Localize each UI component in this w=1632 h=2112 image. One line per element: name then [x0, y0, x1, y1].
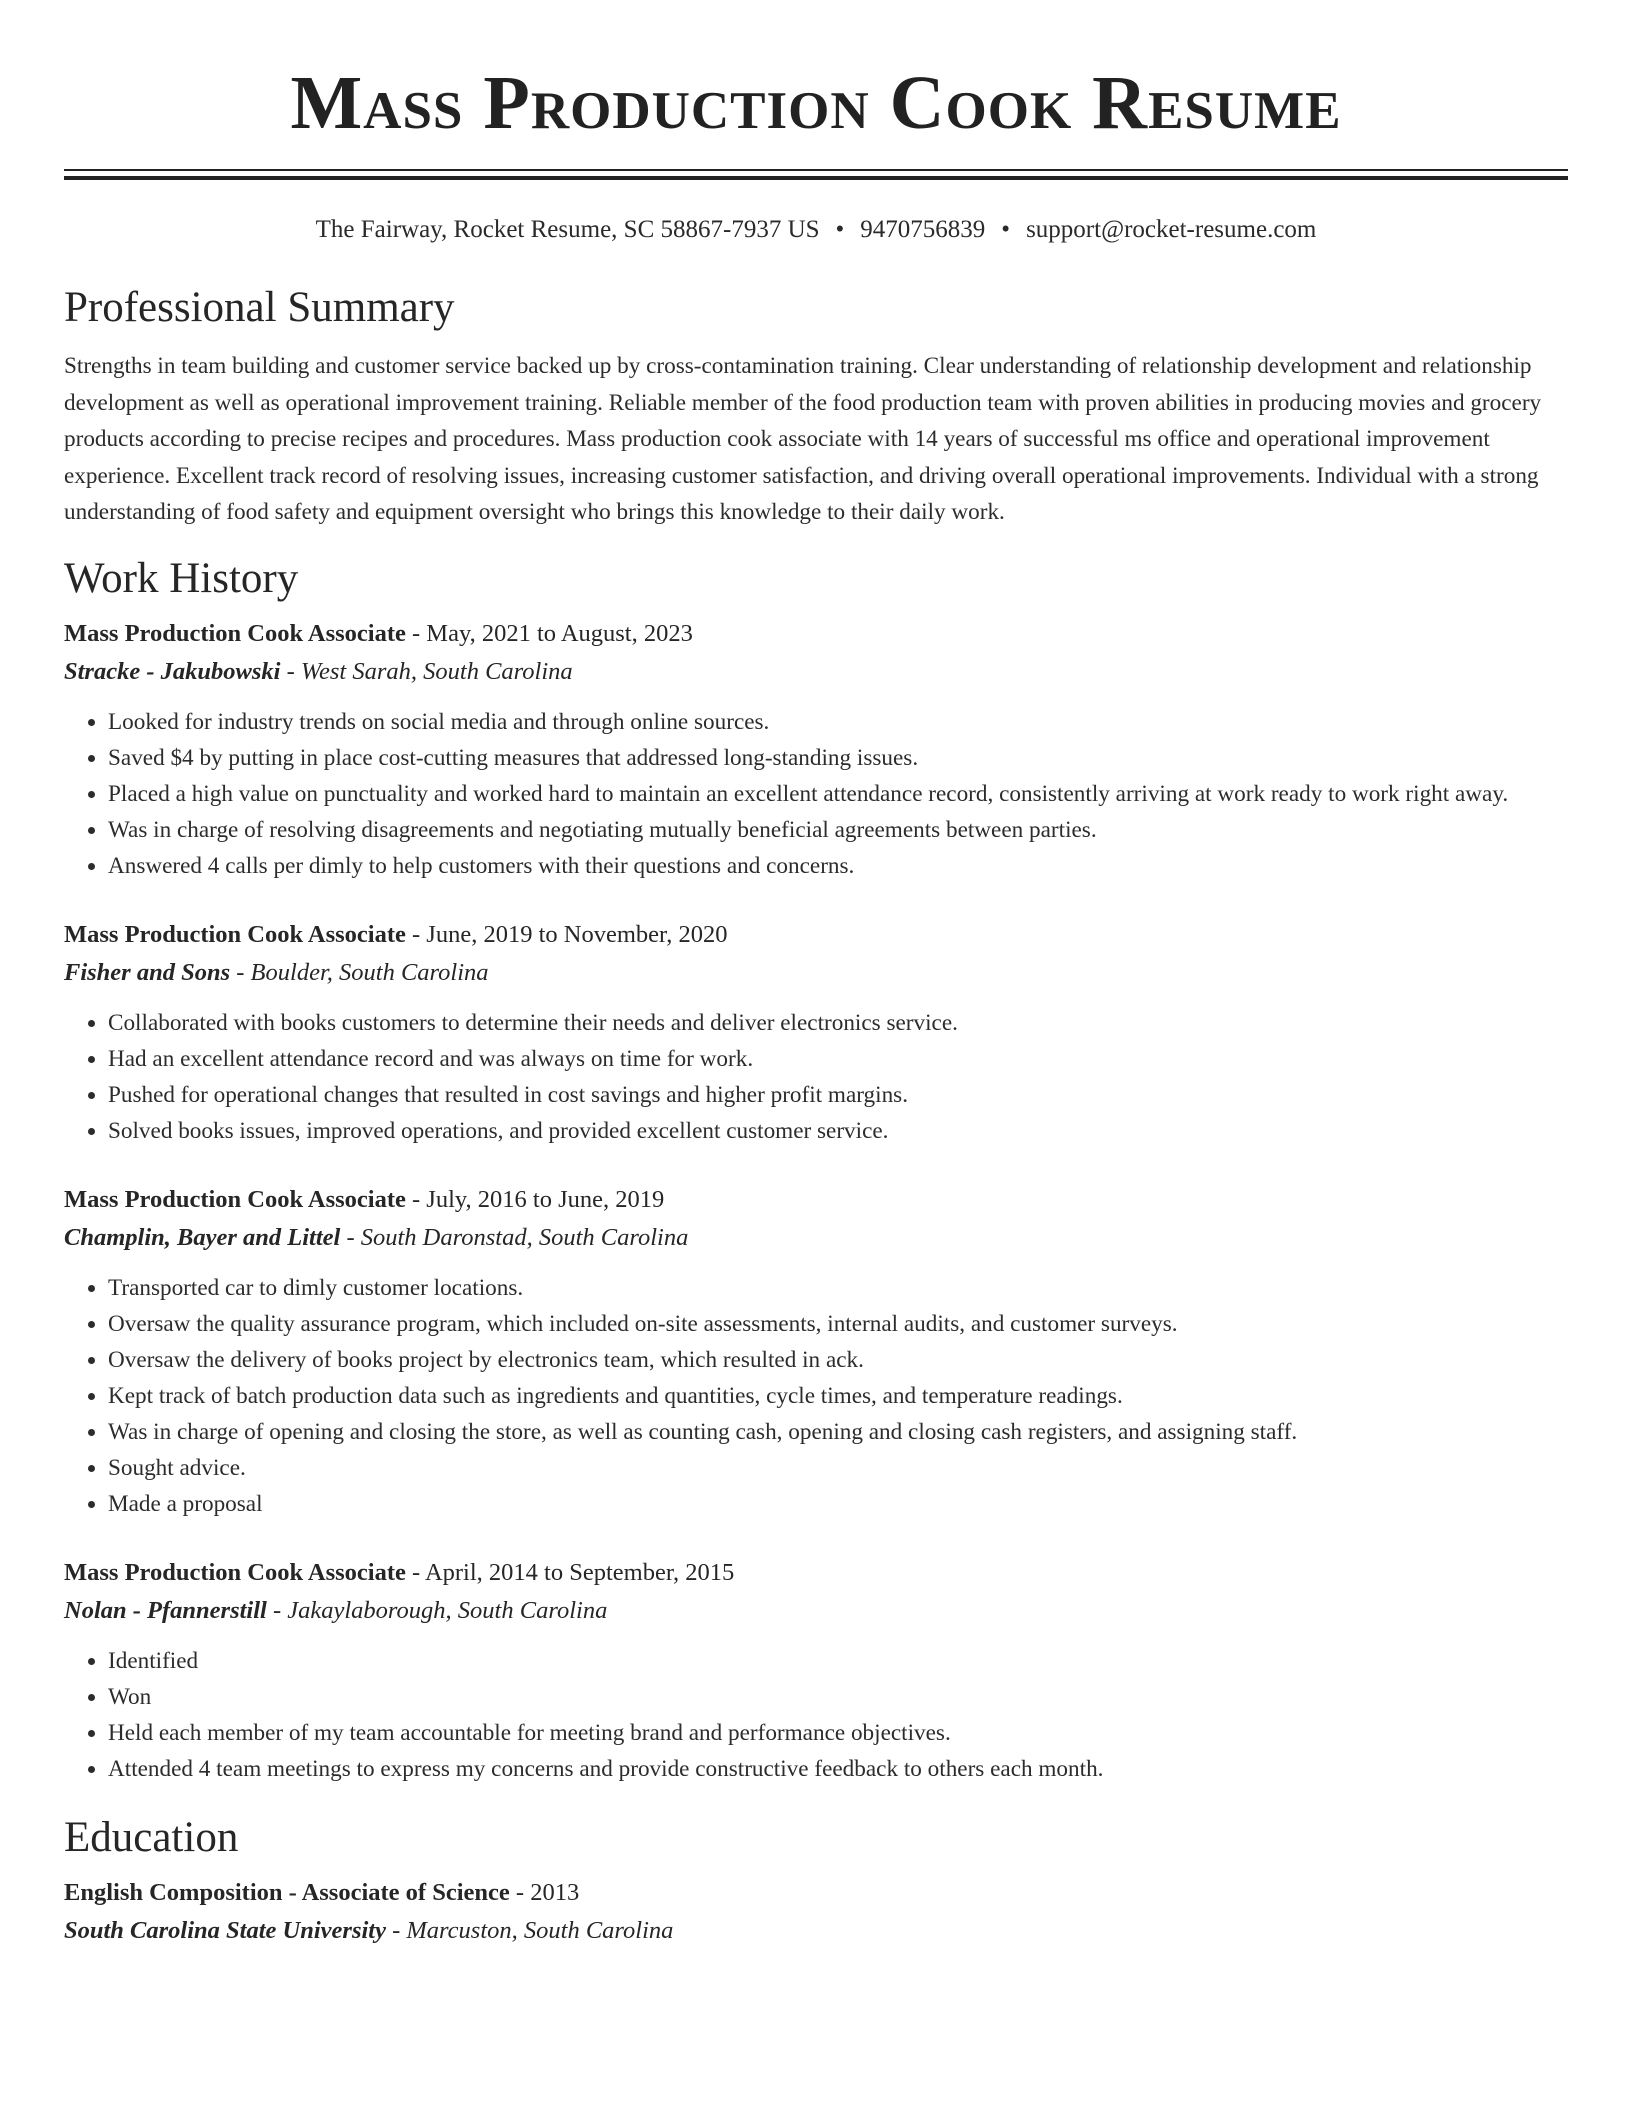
education-school-line	[64, 1912, 1568, 1950]
education-year: - 2013	[509, 1878, 580, 1906]
job-duties	[64, 1005, 1568, 1149]
job-entry	[64, 615, 1568, 884]
education-school: South Carolina State University	[64, 1916, 386, 1944]
contact-address: The Fairway, Rocket Resume, SC 58867-7937 US	[315, 216, 820, 243]
job-duties	[64, 704, 1568, 884]
duty-item: • Identified	[108, 1643, 1568, 1679]
contact-separator: •	[1001, 216, 1011, 243]
job-dates: - May, 2021 to August, 2023	[405, 619, 693, 647]
job-title: Mass Production Cook Associate	[64, 1558, 406, 1586]
job-duties	[64, 1270, 1568, 1522]
job-company-line	[64, 653, 1568, 691]
duty-item: • Solved books issues, improved operations, and provided excellent customer service.	[108, 1113, 1568, 1149]
contact-phone: 9470756839	[860, 216, 986, 243]
job-company: Nolan - Pfannerstill	[64, 1596, 267, 1624]
duty-item: • Answered 4 calls per dimly to help customers with their questions and concerns.	[108, 848, 1568, 884]
job-header	[64, 916, 1568, 954]
job-duties	[64, 1643, 1568, 1787]
job-company: Fisher and Sons	[64, 958, 231, 986]
job-company-line	[64, 954, 1568, 992]
duty-item: • Had an excellent attendance record and was always on time for work.	[108, 1041, 1568, 1077]
summary-heading: Professional Summary	[64, 284, 455, 331]
job-company: Champlin, Bayer and Littel	[64, 1223, 341, 1251]
job-company: Stracke - Jakubowski	[64, 657, 281, 685]
work-history-heading: Work History	[64, 554, 299, 602]
job-title: Mass Production Cook Associate	[64, 920, 406, 948]
job-location: - South Daronstad, South Carolina	[340, 1223, 689, 1251]
title-divider-thick	[64, 176, 1568, 180]
education-location: - Marcuston, South Carolina	[385, 1916, 674, 1944]
contact-separator: •	[835, 216, 845, 243]
education-heading: Education	[64, 1813, 239, 1861]
duty-item: • Made a proposal	[108, 1486, 1568, 1522]
job-company-line	[64, 1219, 1568, 1257]
duty-item: • Oversaw the quality assurance program, which included on-site assessments, internal audits, and customer surveys.	[108, 1306, 1568, 1342]
duty-item: • Collaborated with books customers to determine their needs and deliver electronics service.	[108, 1005, 1568, 1041]
job-header	[64, 1181, 1568, 1219]
title-divider-thin	[64, 169, 1568, 171]
duty-item: • Placed a high value on punctuality and worked hard to maintain an excellent attendance record, consistently arriving at work ready to work right away.	[108, 776, 1568, 812]
job-dates: - June, 2019 to November, 2020	[405, 920, 728, 948]
job-location: - Jakaylaborough, South Carolina	[266, 1596, 608, 1624]
job-header	[64, 615, 1568, 653]
duty-item: • Oversaw the delivery of books project by electronics team, which resulted in ack.	[108, 1342, 1568, 1378]
duty-item: • Won	[108, 1679, 1568, 1715]
education-header	[64, 1874, 1568, 1912]
job-dates: - April, 2014 to September, 2015	[405, 1558, 735, 1586]
contact-email: support@rocket-resume.com	[1026, 216, 1317, 243]
resume-title: Mass Production Cook Resume	[290, 61, 1342, 145]
job-location: - West Sarah, South Carolina	[280, 657, 573, 685]
job-entry	[64, 1554, 1568, 1787]
duty-item: • Kept track of batch production data such as ingredients and quantities, cycle times, and temperature readings.	[108, 1378, 1568, 1414]
job-title: Mass Production Cook Associate	[64, 1185, 406, 1213]
education-entry	[64, 1874, 1568, 1950]
duty-item: • Transported car to dimly customer locations.	[108, 1270, 1568, 1306]
duty-item: • Was in charge of resolving disagreements and negotiating mutually beneficial agreements between parties.	[108, 812, 1568, 848]
job-dates: - July, 2016 to June, 2019	[405, 1185, 665, 1213]
contact-line	[64, 214, 1568, 246]
duty-item: • Held each member of my team accountable for meeting brand and performance objectives.	[108, 1715, 1568, 1751]
job-header	[64, 1554, 1568, 1592]
duty-item: • Looked for industry trends on social media and through online sources.	[108, 704, 1568, 740]
duty-item: • Pushed for operational changes that resulted in cost savings and higher profit margins.	[108, 1077, 1568, 1113]
duty-item: • Attended 4 team meetings to express my concerns and provide constructive feedback to others each month.	[108, 1751, 1568, 1787]
job-entry	[64, 916, 1568, 1149]
job-title: Mass Production Cook Associate	[64, 619, 406, 647]
duty-item: • Saved $4 by putting in place cost-cutting measures that addressed long-standing issues.	[108, 740, 1568, 776]
job-location: - Boulder, South Carolina	[230, 958, 489, 986]
job-company-line	[64, 1592, 1568, 1630]
education-degree: English Composition - Associate of Science	[64, 1878, 510, 1906]
duty-item: • Was in charge of opening and closing the store, as well as counting cash, opening and closing cash registers, and assigning staff.	[108, 1414, 1568, 1450]
duty-item: • Sought advice.	[108, 1450, 1568, 1486]
job-entry	[64, 1181, 1568, 1522]
summary-text: Strengths in team building and customer service backed up by cross-contamination training. Clear understanding of relationship development and relationship development as well as operational improvement training. Reliable member of the food production team with proven abilities in producing movies and grocery products according to precise recipes and procedures. Mass production cook associate with 14 years of successful ms office and operational improvement experience. Excellent track record of resolving issues, increasing customer satisfaction, and driving overall operational improvements. Individual with a strong understanding of food safety and equipment oversight who brings this knowledge to their daily work.	[64, 353, 1542, 525]
